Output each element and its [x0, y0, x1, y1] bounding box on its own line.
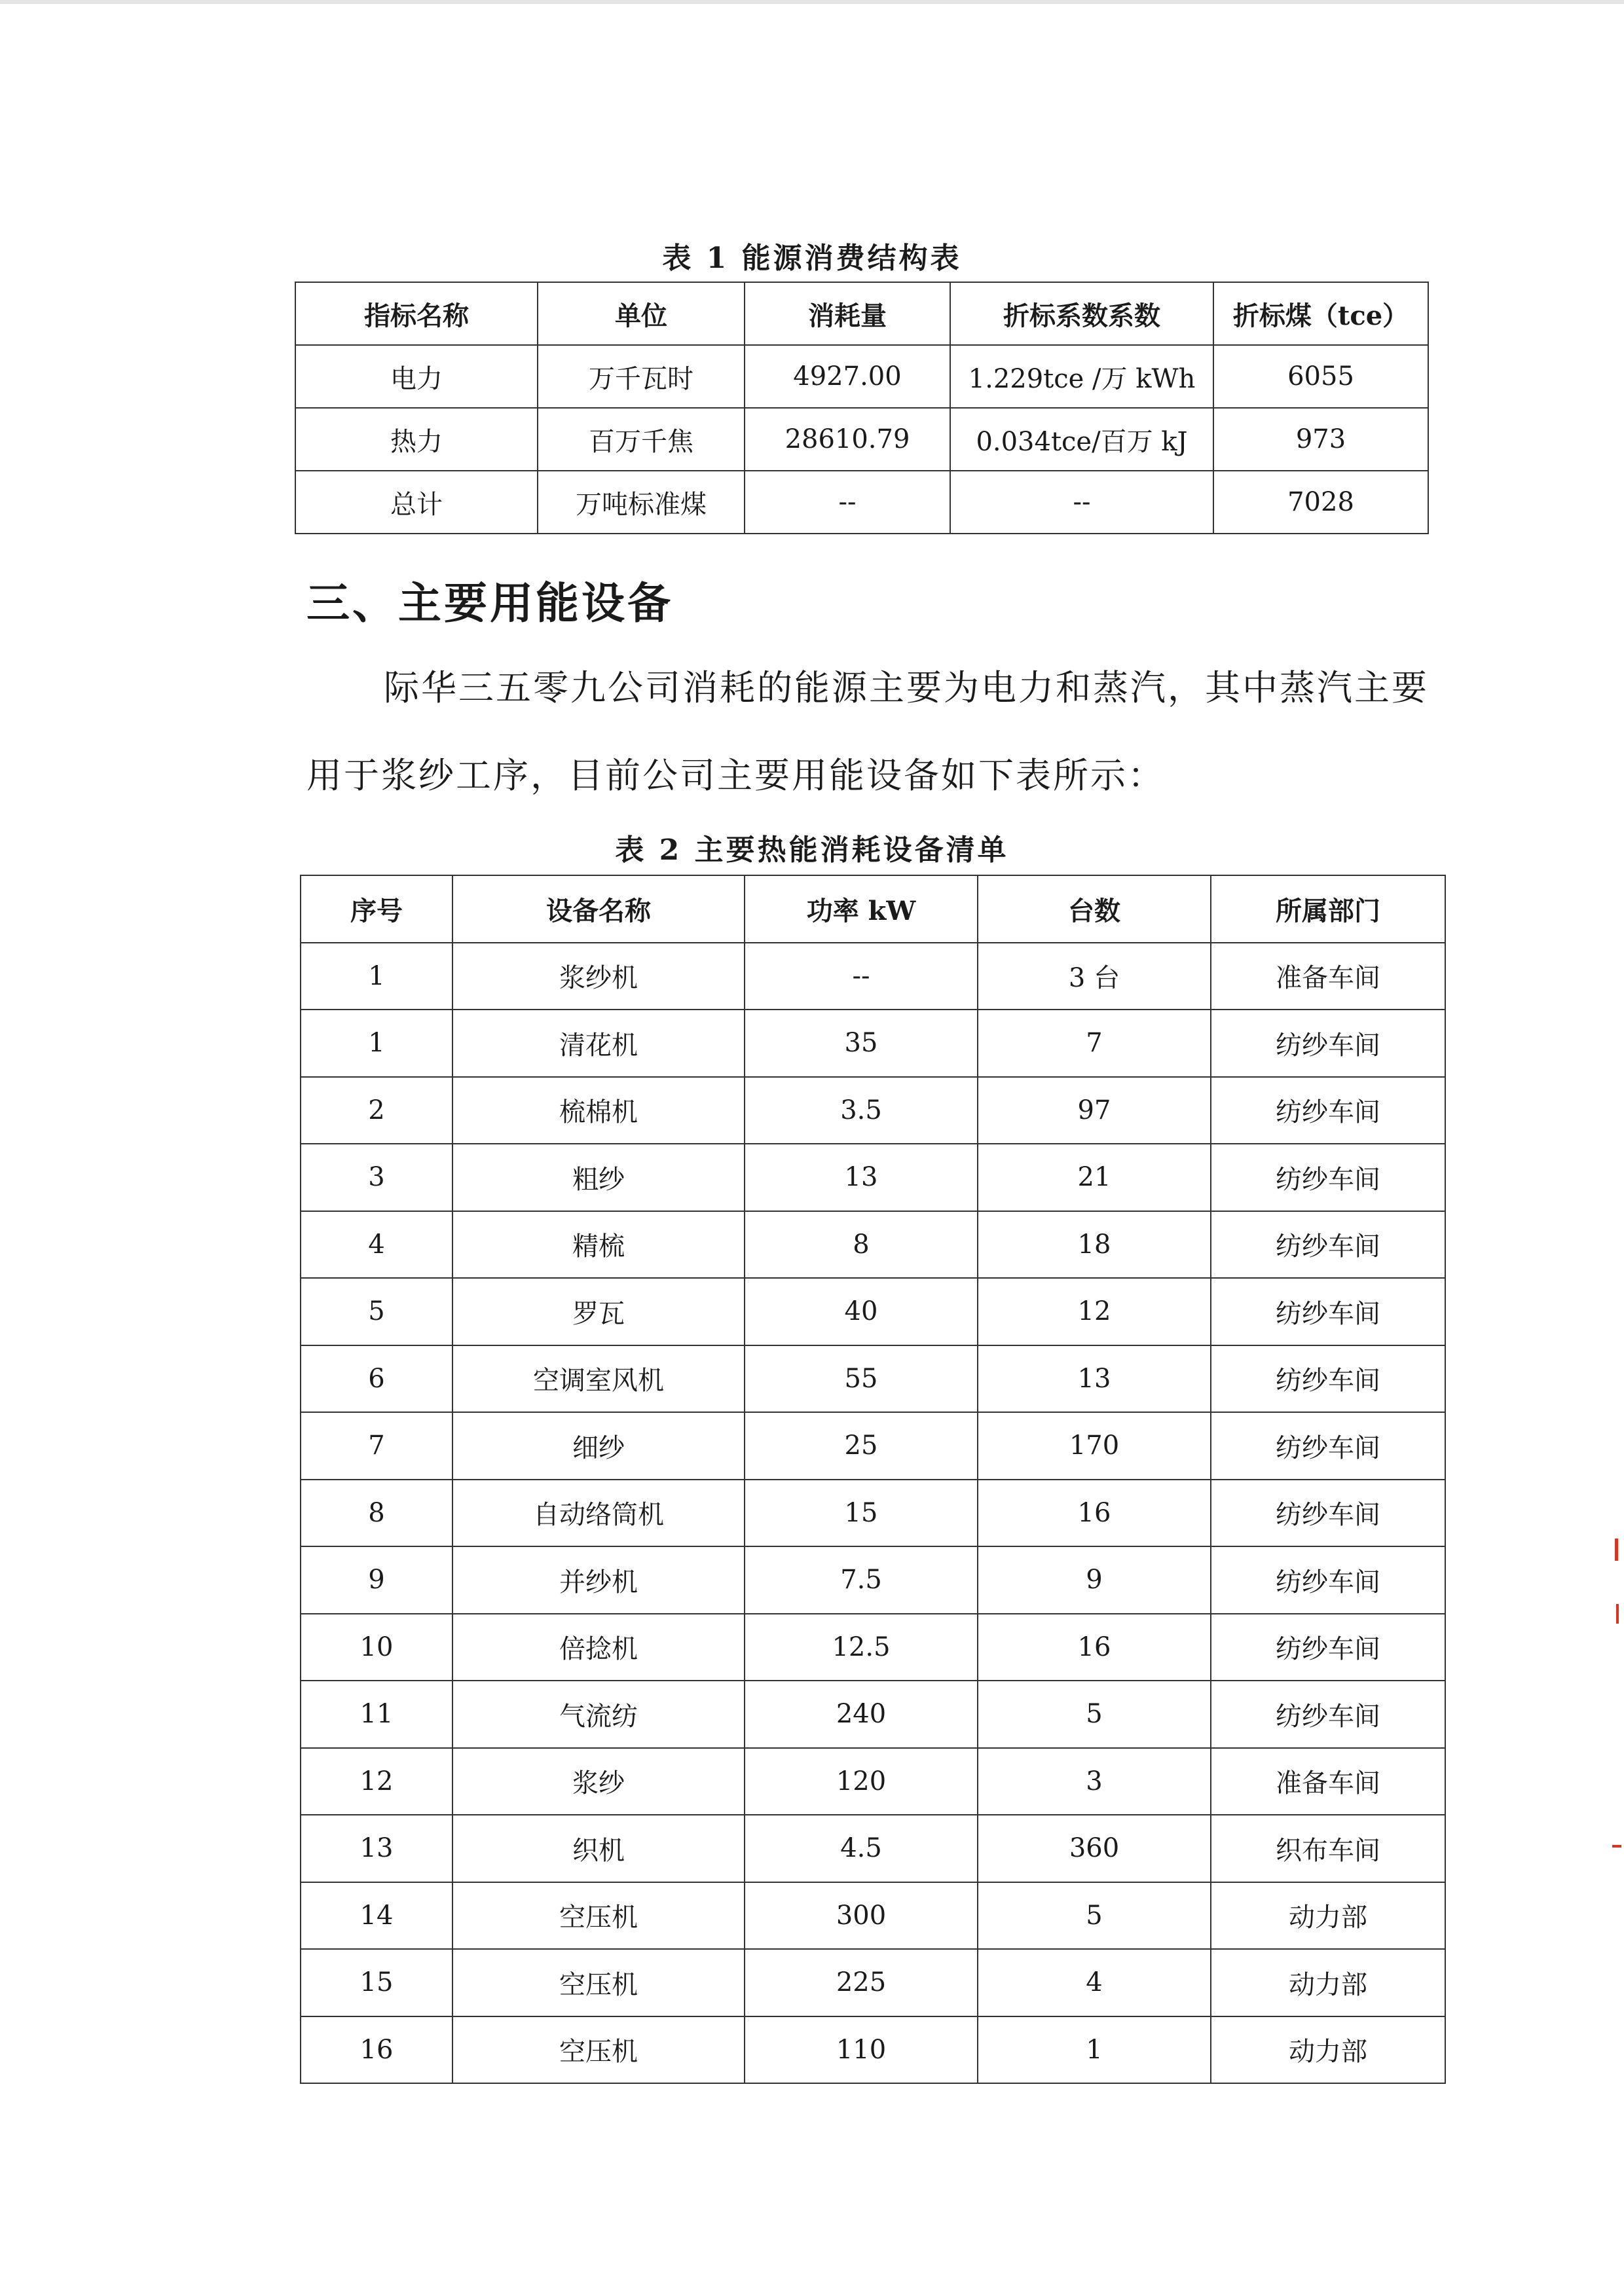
table2-cell: 13	[745, 1144, 978, 1211]
table2-cell: 梳棉机	[452, 1077, 745, 1144]
table2-cell: 纺纱车间	[1211, 1144, 1445, 1211]
table2-cell: 纺纱车间	[1211, 1681, 1445, 1748]
table2-row	[301, 1412, 1445, 1480]
table2-cell: 空压机	[452, 2016, 745, 2084]
table2-cell: 5	[978, 1882, 1211, 1950]
table1-row	[295, 345, 1428, 408]
table2-cell: 空调室风机	[452, 1345, 745, 1413]
table2-cell: 10	[301, 1614, 452, 1681]
table1-cell: 0.034tce/百万 kJ	[950, 408, 1213, 471]
table2-row	[301, 1077, 1445, 1144]
table2-cell: 15	[745, 1480, 978, 1547]
table2-header: 功率 kW	[745, 875, 978, 943]
table2-cell: 110	[745, 2016, 978, 2084]
table2-cell: 浆纱机	[452, 943, 745, 1010]
table2-cell: 15	[301, 1949, 452, 2016]
table1-header: 消耗量	[745, 282, 950, 345]
table2-cell: 4	[978, 1949, 1211, 2016]
table2-cell: 360	[978, 1815, 1211, 1882]
table2-header: 所属部门	[1211, 875, 1445, 943]
table1-cell: --	[745, 471, 950, 534]
table2-cell: 97	[978, 1077, 1211, 1144]
section-heading: 三、主要用能设备	[306, 577, 673, 629]
table2-header-row	[301, 875, 1445, 943]
table2-cell: 25	[745, 1412, 978, 1480]
table1-row	[295, 471, 1428, 534]
energy-consumption-table	[295, 282, 1429, 534]
table2-row	[301, 1144, 1445, 1211]
table1-cell: 万吨标准煤	[538, 471, 745, 534]
table1-cell: 热力	[295, 408, 538, 471]
table2-cell: 8	[301, 1480, 452, 1547]
table2-cell: 12.5	[745, 1614, 978, 1681]
table2-cell: 清花机	[452, 1010, 745, 1077]
table2-cell: 3.5	[745, 1077, 978, 1144]
table2-cell: 8	[745, 1211, 978, 1279]
table1-cell: 1.229tce /万 kWh	[950, 345, 1213, 408]
table2-row	[301, 1010, 1445, 1077]
table1-header: 折标煤（tce）	[1213, 282, 1428, 345]
table2-cell: 9	[301, 1546, 452, 1614]
table2-cell: 16	[978, 1614, 1211, 1681]
table2-cell: 气流纺	[452, 1681, 745, 1748]
table1-cell: 7028	[1213, 471, 1428, 534]
table2-cell: 纺纱车间	[1211, 1412, 1445, 1480]
table1-cell: --	[950, 471, 1213, 534]
table2-cell: 3	[301, 1144, 452, 1211]
table2-cell: 准备车间	[1211, 1748, 1445, 1815]
table1-caption: 表 1 能源消费结构表	[662, 242, 962, 275]
table2-cell: 14	[301, 1882, 452, 1950]
table2-cell: 3 台	[978, 943, 1211, 1010]
table1-cell: 电力	[295, 345, 538, 408]
table2-cell: 纺纱车间	[1211, 1278, 1445, 1345]
table2-cell: 1	[301, 943, 452, 1010]
table2-row	[301, 1546, 1445, 1614]
table2-cell: 16	[978, 1480, 1211, 1547]
table2-cell: 织机	[452, 1815, 745, 1882]
table2-cell: 6	[301, 1345, 452, 1413]
table2-row	[301, 1748, 1445, 1815]
table2-row	[301, 1480, 1445, 1547]
table2-cell: 3	[978, 1748, 1211, 1815]
table2-row	[301, 1211, 1445, 1279]
table2-cell: 纺纱车间	[1211, 1211, 1445, 1279]
table2-cell: 170	[978, 1412, 1211, 1480]
red-edge-mark	[1612, 1845, 1621, 1848]
table2-cell: 织布车间	[1211, 1815, 1445, 1882]
table2-cell: 精梳	[452, 1211, 745, 1279]
table2-cell: 准备车间	[1211, 943, 1445, 1010]
table2-cell: 9	[978, 1546, 1211, 1614]
table1-cell: 总计	[295, 471, 538, 534]
table2-caption: 表 2 主要热能消耗设备清单	[615, 833, 1009, 867]
table2-cell: 动力部	[1211, 1882, 1445, 1950]
table2-cell: 倍捻机	[452, 1614, 745, 1681]
table2-row	[301, 1882, 1445, 1950]
table2-cell: 5	[301, 1278, 452, 1345]
table2-cell: --	[745, 943, 978, 1010]
table1-cell: 28610.79	[745, 408, 950, 471]
table2-cell: 空压机	[452, 1882, 745, 1950]
table2-cell: 18	[978, 1211, 1211, 1279]
table1-cell: 4927.00	[745, 345, 950, 408]
table2-cell: 7	[301, 1412, 452, 1480]
table2-cell: 13	[301, 1815, 452, 1882]
table2-cell: 16	[301, 2016, 452, 2084]
table2-cell: 罗瓦	[452, 1278, 745, 1345]
table2-cell: 2	[301, 1077, 452, 1144]
table2-cell: 空压机	[452, 1949, 745, 2016]
equipment-list-table	[300, 875, 1446, 2084]
table1-header: 指标名称	[295, 282, 538, 345]
table2-header: 设备名称	[452, 875, 745, 943]
table2-header: 台数	[978, 875, 1211, 943]
table2-row	[301, 1949, 1445, 2016]
scan-top-edge	[0, 0, 1624, 4]
table1-cell: 万千瓦时	[538, 345, 745, 408]
table1-header-row	[295, 282, 1428, 345]
table1-cell: 973	[1213, 408, 1428, 471]
table2-row	[301, 1614, 1445, 1681]
table1-row	[295, 408, 1428, 471]
table2-cell: 细纱	[452, 1412, 745, 1480]
table2-cell: 自动络筒机	[452, 1480, 745, 1547]
body-paragraph-line: 际华三五零九公司消耗的能源主要为电力和蒸汽，其中蒸汽主要	[384, 667, 1429, 708]
table1-cell: 百万千焦	[538, 408, 745, 471]
table2-cell: 纺纱车间	[1211, 1010, 1445, 1077]
table2-cell: 300	[745, 1882, 978, 1950]
table2-row	[301, 1815, 1445, 1882]
table1-header: 单位	[538, 282, 745, 345]
table2-cell: 动力部	[1211, 2016, 1445, 2084]
table2-cell: 纺纱车间	[1211, 1480, 1445, 1547]
table2-cell: 35	[745, 1010, 978, 1077]
table2-cell: 7.5	[745, 1546, 978, 1614]
table2-row	[301, 1345, 1445, 1413]
body-paragraph-line: 用于浆纱工序，目前公司主要用能设备如下表所示：	[306, 755, 1165, 796]
table2-row	[301, 2016, 1445, 2084]
table2-cell: 并纱机	[452, 1546, 745, 1614]
table2-cell: 纺纱车间	[1211, 1546, 1445, 1614]
table2-cell: 纺纱车间	[1211, 1077, 1445, 1144]
red-edge-mark	[1615, 1539, 1618, 1561]
table2-cell: 4	[301, 1211, 452, 1279]
table2-row	[301, 1278, 1445, 1345]
table2-cell: 1	[301, 1010, 452, 1077]
table2-row	[301, 943, 1445, 1010]
table2-header: 序号	[301, 875, 452, 943]
table2-cell: 5	[978, 1681, 1211, 1748]
table2-cell: 动力部	[1211, 1949, 1445, 2016]
red-edge-mark	[1616, 1604, 1619, 1624]
table1-header: 折标系数系数	[950, 282, 1213, 345]
table2-cell: 11	[301, 1681, 452, 1748]
table2-cell: 120	[745, 1748, 978, 1815]
table2-cell: 13	[978, 1345, 1211, 1413]
table2-cell: 55	[745, 1345, 978, 1413]
table2-cell: 240	[745, 1681, 978, 1748]
table2-row	[301, 1681, 1445, 1748]
table2-cell: 7	[978, 1010, 1211, 1077]
table2-cell: 4.5	[745, 1815, 978, 1882]
table2-cell: 225	[745, 1949, 978, 2016]
table2-cell: 粗纱	[452, 1144, 745, 1211]
table2-cell: 纺纱车间	[1211, 1614, 1445, 1681]
table2-cell: 21	[978, 1144, 1211, 1211]
table2-cell: 1	[978, 2016, 1211, 2084]
table2-cell: 40	[745, 1278, 978, 1345]
table2-cell: 纺纱车间	[1211, 1345, 1445, 1413]
table2-cell: 浆纱	[452, 1748, 745, 1815]
table1-cell: 6055	[1213, 345, 1428, 408]
table2-cell: 12	[301, 1748, 452, 1815]
table2-cell: 12	[978, 1278, 1211, 1345]
